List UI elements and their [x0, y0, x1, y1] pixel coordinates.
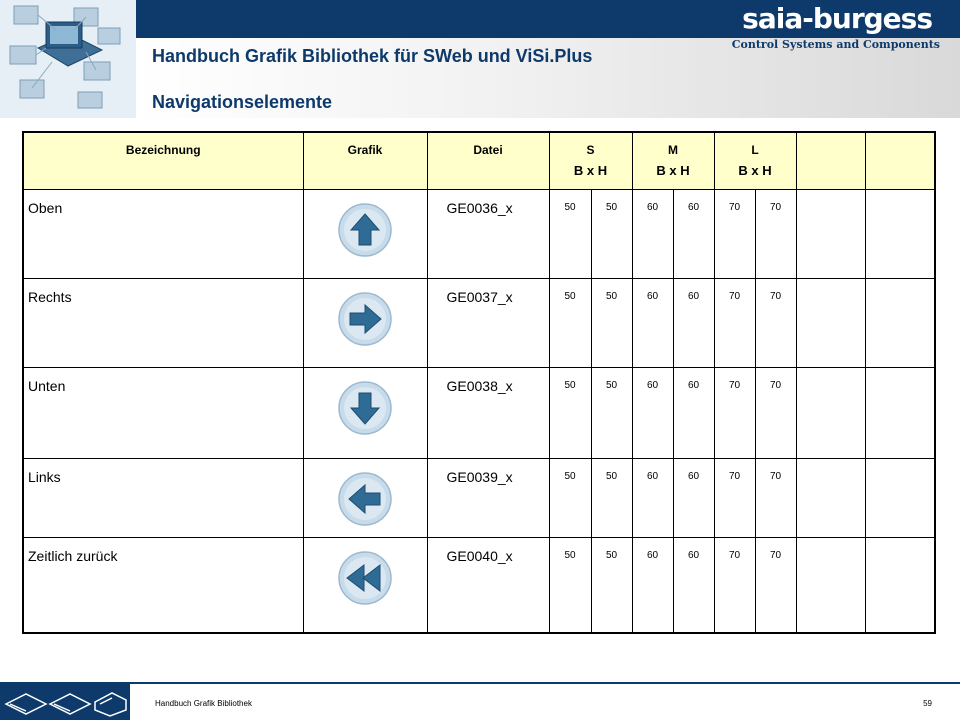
footer-label: Handbuch Grafik Bibliothek: [155, 699, 252, 708]
row-graphic: [303, 367, 427, 458]
empty-cell: [796, 367, 865, 458]
value-m-height: 60: [673, 278, 714, 367]
footer-logo-box: [0, 684, 130, 720]
empty-cell: [796, 458, 865, 537]
value-s-height: 50: [591, 278, 632, 367]
row-file: GE0040_x: [427, 537, 549, 633]
value-m-height: 60: [673, 367, 714, 458]
page-title: Handbuch Grafik Bibliothek für SWeb und ViSi.Plus: [152, 46, 593, 66]
row-file: GE0038_x: [427, 367, 549, 458]
value-s-height: 50: [591, 537, 632, 633]
value-s-height: 50: [591, 189, 632, 278]
table-row: [23, 537, 935, 633]
value-m-height: 60: [673, 189, 714, 278]
header-empty-1: [796, 132, 865, 189]
header-datei: Datei: [427, 132, 549, 189]
value-l-height: 70: [755, 367, 796, 458]
table-row: [23, 458, 935, 537]
value-l-width: 70: [714, 537, 755, 633]
empty-cell: [865, 367, 935, 458]
table-row: [23, 367, 935, 458]
header-size-m: [632, 132, 714, 189]
row-file: GE0037_x: [427, 278, 549, 367]
size-m-dims: B x H: [656, 163, 690, 178]
table-row: [23, 278, 935, 367]
value-m-height: 60: [673, 458, 714, 537]
size-l-dims: B x H: [738, 163, 772, 178]
header-collage-image: [0, 0, 136, 118]
row-name: Zeitlich zurück: [23, 537, 303, 633]
brand-tagline: Control Systems and Components: [731, 38, 940, 51]
row-graphic: [303, 189, 427, 278]
value-m-width: 60: [632, 367, 673, 458]
row-name: Oben: [23, 189, 303, 278]
size-s-label: S: [586, 143, 595, 157]
graphics-table: [22, 131, 936, 634]
empty-cell: [865, 278, 935, 367]
table-header-row: [23, 132, 935, 189]
value-l-width: 70: [714, 458, 755, 537]
empty-cell: [865, 537, 935, 633]
arrow-right-icon: [337, 291, 393, 347]
size-l-label: L: [751, 143, 759, 157]
value-l-width: 70: [714, 367, 755, 458]
row-name: Unten: [23, 367, 303, 458]
arrow-up-icon: [337, 202, 393, 258]
value-l-height: 70: [755, 458, 796, 537]
brand-logo: saia-burgess: [742, 2, 932, 35]
row-graphic: [303, 458, 427, 537]
size-m-label: M: [668, 143, 678, 157]
value-l-height: 70: [755, 278, 796, 367]
empty-cell: [796, 537, 865, 633]
page-number: 59: [923, 699, 932, 708]
page-subtitle: Navigationselemente: [152, 92, 333, 112]
value-s-width: 50: [549, 189, 591, 278]
value-l-height: 70: [755, 189, 796, 278]
row-graphic: [303, 278, 427, 367]
value-s-height: 50: [591, 367, 632, 458]
value-s-width: 50: [549, 367, 591, 458]
header-empty-2: [865, 132, 935, 189]
arrow-left-icon: [337, 471, 393, 527]
value-m-width: 60: [632, 458, 673, 537]
arrow-down-icon: [337, 380, 393, 436]
value-s-width: 50: [549, 458, 591, 537]
value-l-width: 70: [714, 278, 755, 367]
empty-cell: [796, 278, 865, 367]
empty-cell: [865, 458, 935, 537]
value-s-width: 50: [549, 278, 591, 367]
value-l-width: 70: [714, 189, 755, 278]
row-graphic: [303, 537, 427, 633]
value-m-width: 60: [632, 189, 673, 278]
value-m-width: 60: [632, 537, 673, 633]
module-icon: [95, 693, 126, 716]
value-s-height: 50: [591, 458, 632, 537]
row-file: GE0036_x: [427, 189, 549, 278]
row-name: Rechts: [23, 278, 303, 367]
table-row: [23, 189, 935, 278]
value-m-height: 60: [673, 537, 714, 633]
value-s-width: 50: [549, 537, 591, 633]
row-file: GE0039_x: [427, 458, 549, 537]
value-l-height: 70: [755, 537, 796, 633]
header-size-s: [549, 132, 632, 189]
row-name: Links: [23, 458, 303, 537]
rewind-icon: [337, 550, 393, 606]
value-m-width: 60: [632, 278, 673, 367]
empty-cell: [865, 189, 935, 278]
header-bezeichnung: Bezeichnung: [23, 132, 303, 189]
header-bar: [136, 0, 960, 38]
header-size-l: [714, 132, 796, 189]
header-grafik: Grafik: [303, 132, 427, 189]
size-s-dims: B x H: [573, 163, 608, 178]
footer-rule: [0, 682, 960, 684]
empty-cell: [796, 189, 865, 278]
